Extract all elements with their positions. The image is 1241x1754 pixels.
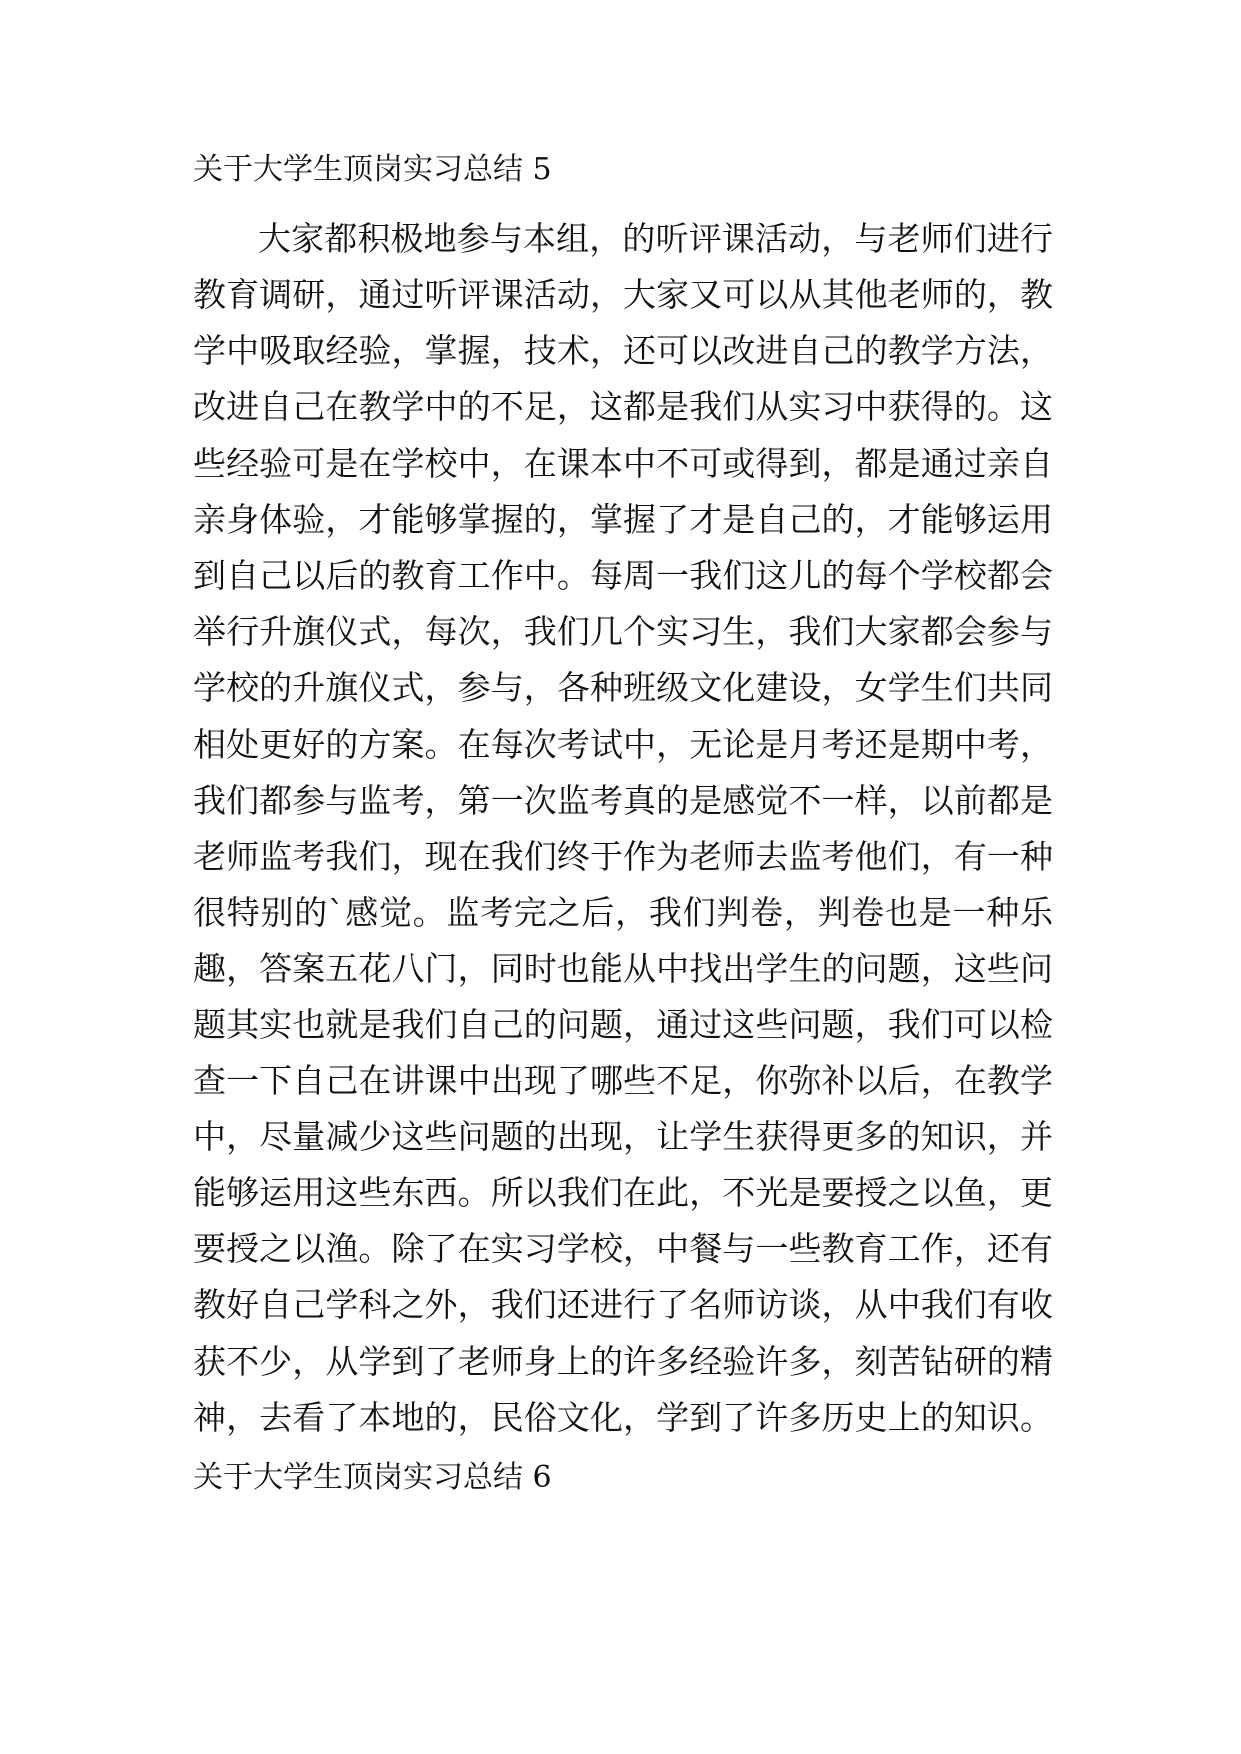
paragraph-line: 学校的升旗仪式，参与，各种班级文化建设，女学生们共同	[193, 668, 1053, 707]
paragraph-line: 题其实也就是我们自己的问题，通过这些问题，我们可以检	[193, 1005, 1053, 1044]
paragraph-line: 我们都参与监考，第一次监考真的是感觉不一样，以前都是	[193, 781, 1053, 820]
paragraph-line: 些经验可是在学校中，在课本中不可或得到，都是通过亲自	[193, 444, 1053, 483]
paragraph-line: 改进自己在教学中的不足，这都是我们从实习中获得的。这	[193, 387, 1053, 426]
section-heading-6: 关于大学生顶岗实习总结 6	[193, 1460, 552, 1495]
paragraph-line: 趣，答案五花八门，同时也能从中找出学生的问题，这些问	[193, 949, 1053, 988]
paragraph-line: 获不少，从学到了老师身上的许多经验许多，刻苦钻研的精	[193, 1342, 1053, 1381]
paragraph-line: 学中吸取经验，掌握，技术，还可以改进自己的教学方法，	[193, 331, 1053, 370]
paragraph-line: 中，尽量减少这些问题的出现，让学生获得更多的知识，并	[193, 1117, 1053, 1156]
paragraph-line: 相处更好的方案。在每次考试中，无论是月考还是期中考，	[193, 725, 1053, 764]
paragraph-line: 神，去看了本地的，民俗文化，学到了许多历史上的知识。	[193, 1398, 1053, 1437]
paragraph-line: 大家都积极地参与本组，的听评课活动，与老师们进行	[258, 219, 1053, 258]
paragraph-line: 举行升旗仪式，每次，我们几个实习生，我们大家都会参与	[193, 612, 1053, 651]
paragraph-line: 能够运用这些东西。所以我们在此，不光是要授之以鱼，更	[193, 1173, 1053, 1212]
paragraph-line: 教育调研，通过听评课活动，大家又可以从其他老师的，教	[193, 275, 1053, 314]
paragraph-line: 教好自己学科之外，我们还进行了名师访谈，从中我们有收	[193, 1285, 1053, 1324]
paragraph-line: 查一下自己在讲课中出现了哪些不足，你弥补以后，在教学	[193, 1061, 1053, 1100]
paragraph-line: 老师监考我们，现在我们终于作为老师去监考他们，有一种	[193, 837, 1053, 876]
paragraph-line: 亲身体验，才能够掌握的，掌握了才是自己的，才能够运用	[193, 500, 1053, 539]
paragraph-line: 到自己以后的教育工作中。每周一我们这儿的每个学校都会	[193, 556, 1053, 595]
section-heading-5: 关于大学生顶岗实习总结 5	[193, 152, 552, 187]
paragraph-line: 要授之以渔。除了在实习学校，中餐与一些教育工作，还有	[193, 1229, 1053, 1268]
paragraph-line: 很特别的`感觉。监考完之后，我们判卷，判卷也是一种乐	[193, 893, 1053, 932]
